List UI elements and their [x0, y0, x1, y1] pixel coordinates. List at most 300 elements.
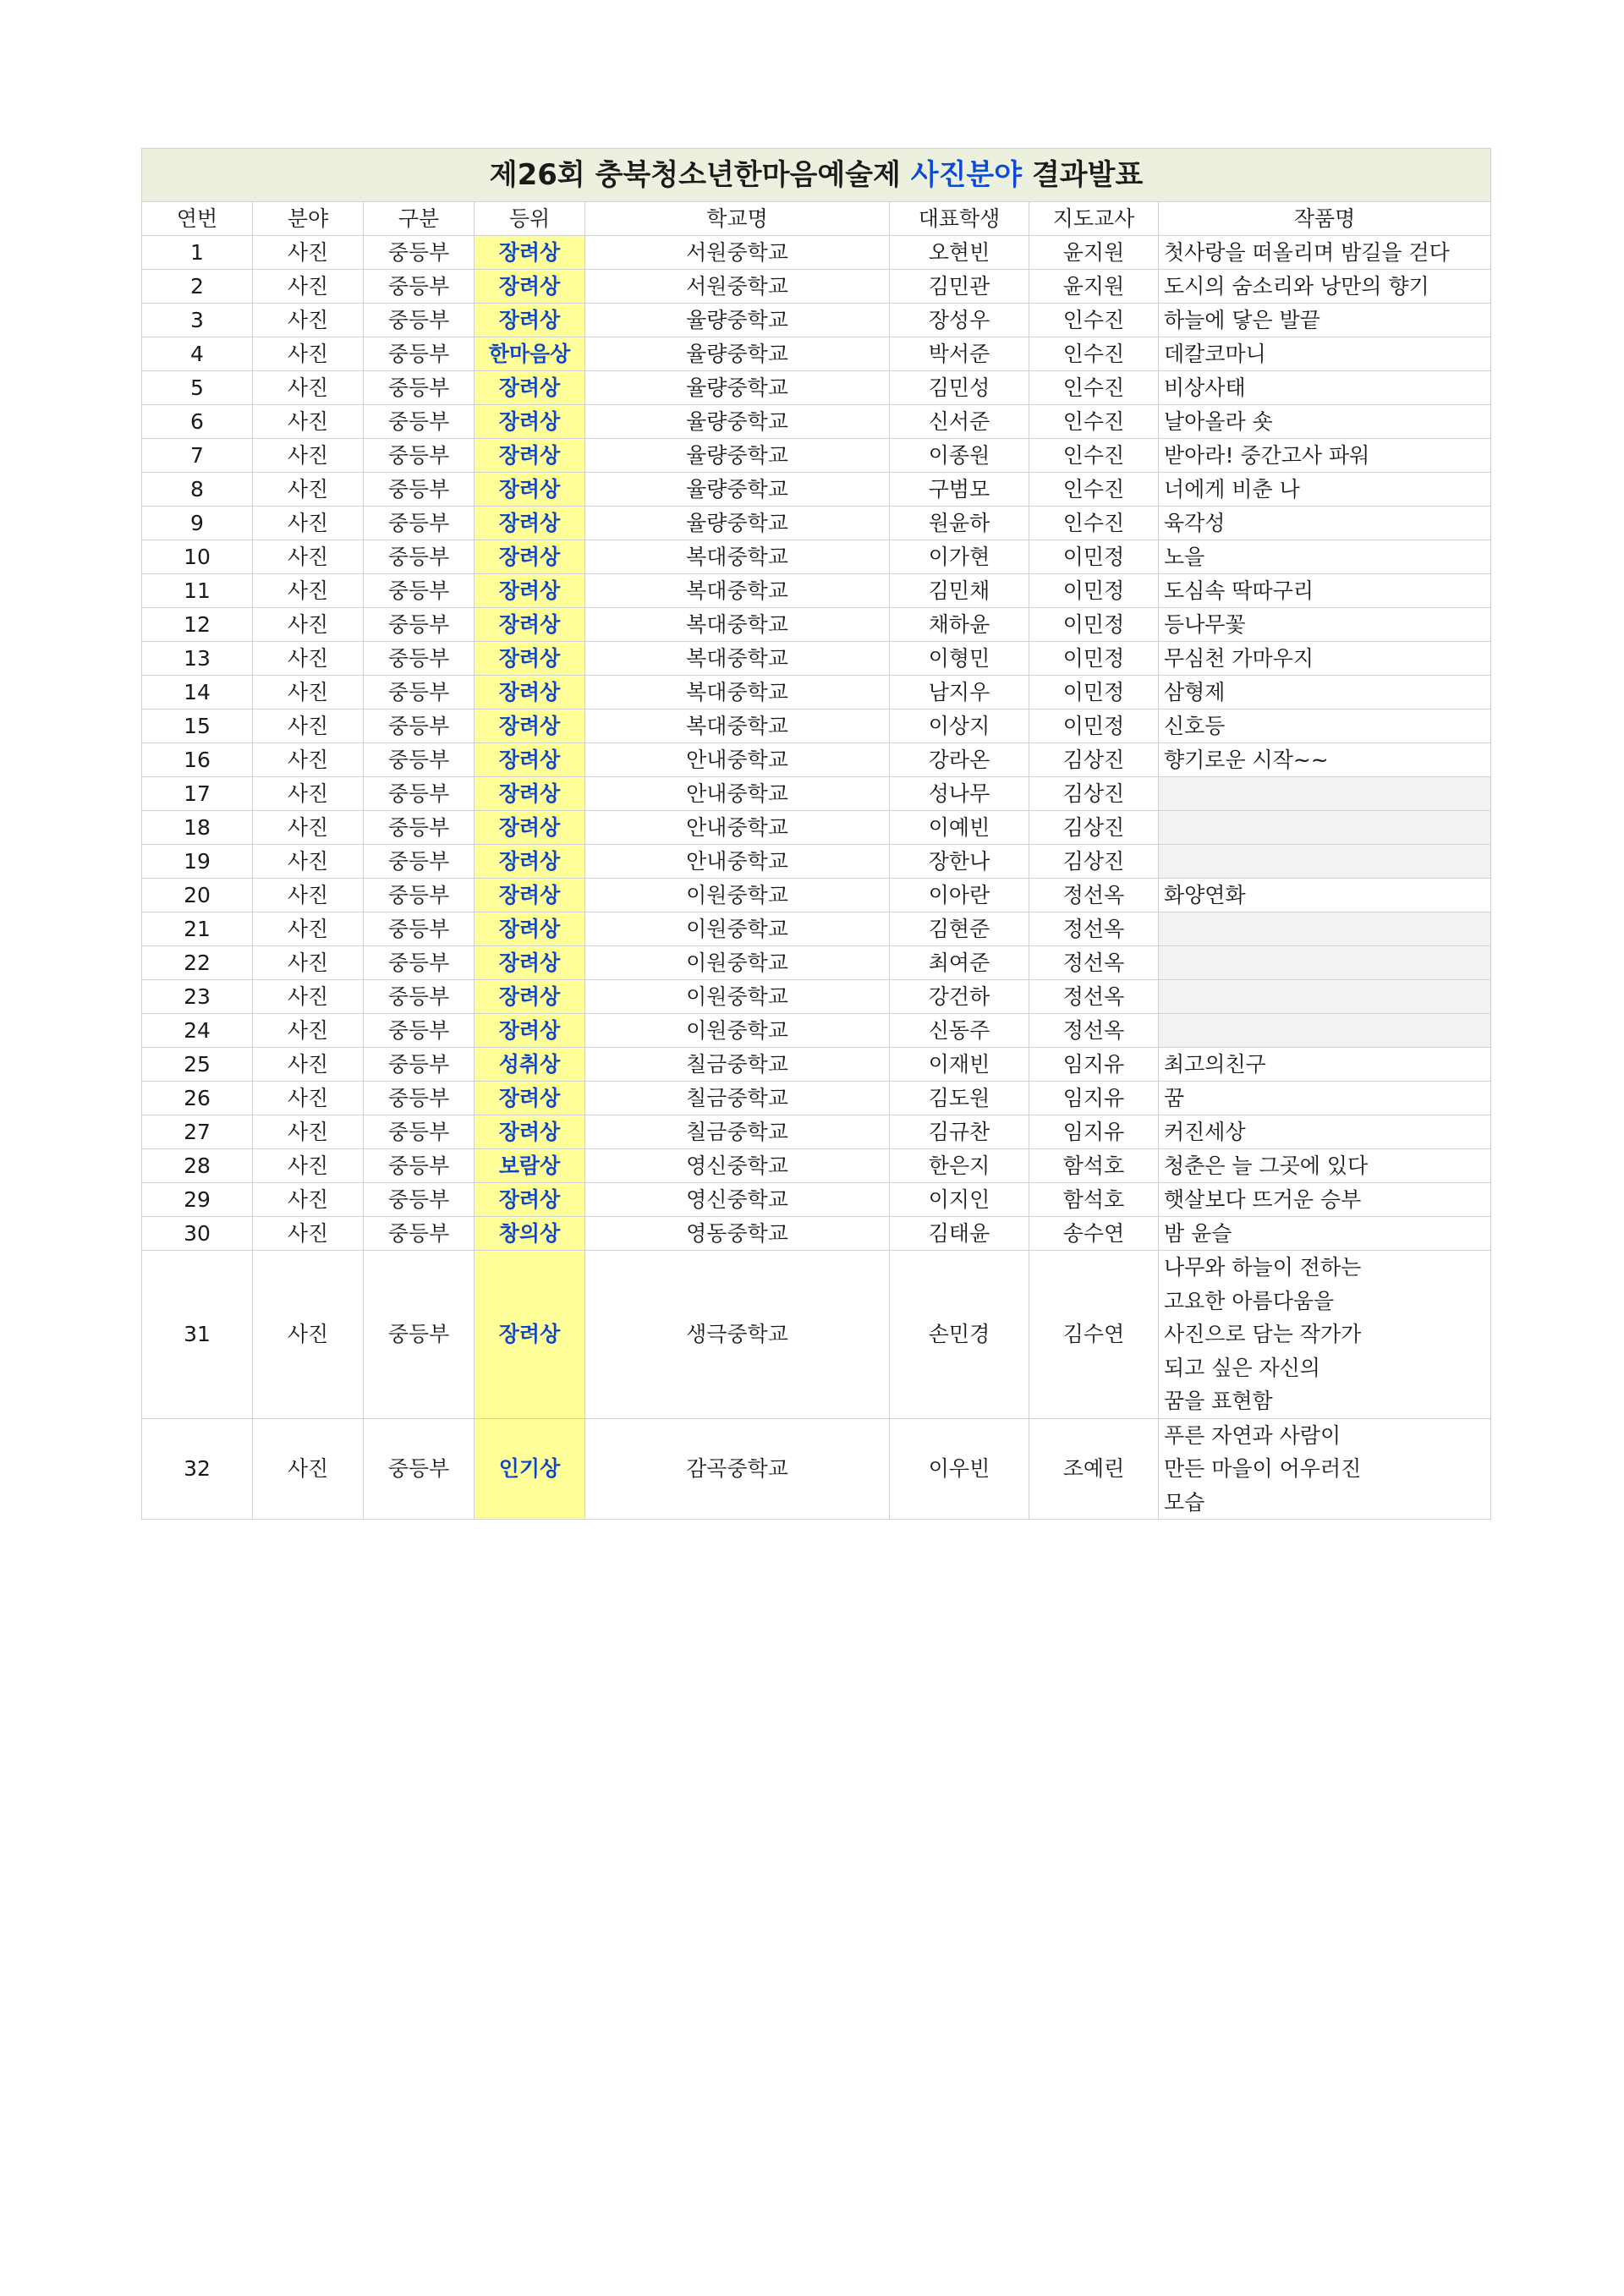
field-cell: 사진	[253, 507, 364, 540]
student-cell: 이재빈	[890, 1048, 1029, 1082]
student-cell: 이아란	[890, 879, 1029, 912]
row-number-cell: 15	[142, 710, 253, 743]
school-cell: 복대중학교	[585, 676, 890, 710]
table-row	[142, 1149, 1491, 1183]
student-cell: 강라온	[890, 743, 1029, 777]
school-cell: 복대중학교	[585, 608, 890, 642]
award-cell: 장려상	[475, 642, 585, 676]
work-title-cell	[1159, 946, 1491, 980]
award-cell: 장려상	[475, 270, 585, 304]
student-cell: 이형민	[890, 642, 1029, 676]
award-cell: 성취상	[475, 1048, 585, 1082]
work-title-cell: 신호등	[1159, 710, 1491, 743]
division-cell: 중등부	[364, 540, 475, 574]
division-cell: 중등부	[364, 1217, 475, 1251]
row-number-cell: 25	[142, 1048, 253, 1082]
division-cell: 중등부	[364, 1149, 475, 1183]
work-title-cell	[1159, 1014, 1491, 1048]
table-row	[142, 236, 1491, 270]
work-title-cell: 노을	[1159, 540, 1491, 574]
row-number-cell: 22	[142, 946, 253, 980]
work-title-cell: 최고의친구	[1159, 1048, 1491, 1082]
student-cell: 신서준	[890, 405, 1029, 439]
table-row	[142, 473, 1491, 507]
field-cell: 사진	[253, 676, 364, 710]
award-cell: 장려상	[475, 1251, 585, 1419]
header-division: 구분	[364, 202, 475, 236]
field-cell: 사진	[253, 1014, 364, 1048]
row-number-cell: 4	[142, 337, 253, 371]
division-cell: 중등부	[364, 1251, 475, 1419]
student-cell: 강건하	[890, 980, 1029, 1014]
division-cell: 중등부	[364, 1048, 475, 1082]
row-number-cell: 26	[142, 1082, 253, 1115]
school-cell: 이원중학교	[585, 912, 890, 946]
field-cell: 사진	[253, 912, 364, 946]
header-work: 작품명	[1159, 202, 1491, 236]
award-cell: 창의상	[475, 1217, 585, 1251]
teacher-cell: 인수진	[1029, 473, 1159, 507]
field-cell: 사진	[253, 845, 364, 879]
field-cell: 사진	[253, 236, 364, 270]
student-cell: 이우빈	[890, 1418, 1029, 1520]
division-cell: 중등부	[364, 946, 475, 980]
teacher-cell: 송수연	[1029, 1217, 1159, 1251]
field-cell: 사진	[253, 304, 364, 337]
field-cell: 사진	[253, 371, 364, 405]
table-row	[142, 1251, 1491, 1419]
field-cell: 사진	[253, 1251, 364, 1419]
award-cell: 한마음상	[475, 337, 585, 371]
field-cell: 사진	[253, 777, 364, 811]
row-number-cell: 8	[142, 473, 253, 507]
student-cell: 최여준	[890, 946, 1029, 980]
row-number-cell: 31	[142, 1251, 253, 1419]
title-accent: 사진분야	[910, 158, 1023, 192]
division-cell: 중등부	[364, 270, 475, 304]
field-cell: 사진	[253, 1183, 364, 1217]
row-number-cell: 30	[142, 1217, 253, 1251]
award-cell: 장려상	[475, 879, 585, 912]
student-cell: 신동주	[890, 1014, 1029, 1048]
table-row	[142, 304, 1491, 337]
table-row	[142, 371, 1491, 405]
table-row	[142, 574, 1491, 608]
table-row	[142, 879, 1491, 912]
division-cell: 중등부	[364, 337, 475, 371]
award-cell: 장려상	[475, 540, 585, 574]
division-cell: 중등부	[364, 608, 475, 642]
school-cell: 율량중학교	[585, 473, 890, 507]
award-cell: 장려상	[475, 1183, 585, 1217]
work-title-cell: 커진세상	[1159, 1115, 1491, 1149]
row-number-cell: 20	[142, 879, 253, 912]
division-cell: 중등부	[364, 236, 475, 270]
award-cell: 장려상	[475, 1082, 585, 1115]
student-cell: 채하윤	[890, 608, 1029, 642]
row-number-cell: 12	[142, 608, 253, 642]
row-number-cell: 2	[142, 270, 253, 304]
table-row	[142, 710, 1491, 743]
row-number-cell: 14	[142, 676, 253, 710]
division-cell: 중등부	[364, 811, 475, 845]
teacher-cell: 인수진	[1029, 337, 1159, 371]
teacher-cell: 이민정	[1029, 642, 1159, 676]
division-cell: 중등부	[364, 980, 475, 1014]
division-cell: 중등부	[364, 405, 475, 439]
field-cell: 사진	[253, 1217, 364, 1251]
school-cell: 복대중학교	[585, 574, 890, 608]
award-cell: 장려상	[475, 912, 585, 946]
row-number-cell: 9	[142, 507, 253, 540]
division-cell: 중등부	[364, 1014, 475, 1048]
row-number-cell: 6	[142, 405, 253, 439]
division-cell: 중등부	[364, 845, 475, 879]
teacher-cell: 정선옥	[1029, 912, 1159, 946]
division-cell: 중등부	[364, 473, 475, 507]
work-title-cell: 도심속 딱따구리	[1159, 574, 1491, 608]
teacher-cell: 이민정	[1029, 608, 1159, 642]
work-title-cell: 비상사태	[1159, 371, 1491, 405]
award-cell: 장려상	[475, 507, 585, 540]
student-cell: 이예빈	[890, 811, 1029, 845]
student-cell: 이종원	[890, 439, 1029, 473]
header-school: 학교명	[585, 202, 890, 236]
school-cell: 칠금중학교	[585, 1048, 890, 1082]
school-cell: 율량중학교	[585, 507, 890, 540]
work-title-cell: 무심천 가마우지	[1159, 642, 1491, 676]
header-row	[142, 202, 1491, 236]
title-suffix: 결과발표	[1022, 158, 1144, 192]
division-cell: 중등부	[364, 642, 475, 676]
work-title-cell: 푸른 자연과 사람이 만든 마을이 어우러진 모습	[1159, 1418, 1491, 1520]
division-cell: 중등부	[364, 1183, 475, 1217]
row-number-cell: 27	[142, 1115, 253, 1149]
row-number-cell: 21	[142, 912, 253, 946]
row-number-cell: 1	[142, 236, 253, 270]
header-teacher: 지도교사	[1029, 202, 1159, 236]
title-prefix: 제26회 충북청소년한마음예술제	[489, 158, 911, 192]
work-title-cell: 하늘에 닿은 발끝	[1159, 304, 1491, 337]
award-cell: 장려상	[475, 1014, 585, 1048]
division-cell: 중등부	[364, 743, 475, 777]
field-cell: 사진	[253, 1082, 364, 1115]
work-title-cell: 밤 윤슬	[1159, 1217, 1491, 1251]
student-cell: 오현빈	[890, 236, 1029, 270]
teacher-cell: 김수연	[1029, 1251, 1159, 1419]
school-cell: 안내중학교	[585, 845, 890, 879]
teacher-cell: 윤지원	[1029, 270, 1159, 304]
student-cell: 김도원	[890, 1082, 1029, 1115]
teacher-cell: 김상진	[1029, 777, 1159, 811]
teacher-cell: 임지유	[1029, 1082, 1159, 1115]
teacher-cell: 정선옥	[1029, 879, 1159, 912]
school-cell: 율량중학교	[585, 439, 890, 473]
field-cell: 사진	[253, 946, 364, 980]
table-row	[142, 270, 1491, 304]
award-cell: 장려상	[475, 371, 585, 405]
row-number-cell: 7	[142, 439, 253, 473]
school-cell: 서원중학교	[585, 270, 890, 304]
division-cell: 중등부	[364, 439, 475, 473]
school-cell: 복대중학교	[585, 710, 890, 743]
school-cell: 복대중학교	[585, 540, 890, 574]
student-cell: 성나무	[890, 777, 1029, 811]
school-cell: 서원중학교	[585, 236, 890, 270]
award-cell: 장려상	[475, 811, 585, 845]
work-title-cell: 너에게 비춘 나	[1159, 473, 1491, 507]
award-cell: 보람상	[475, 1149, 585, 1183]
division-cell: 중등부	[364, 879, 475, 912]
table-row	[142, 1115, 1491, 1149]
school-cell: 칠금중학교	[585, 1082, 890, 1115]
school-cell: 이원중학교	[585, 1014, 890, 1048]
school-cell: 영신중학교	[585, 1183, 890, 1217]
table-row	[142, 337, 1491, 371]
teacher-cell: 정선옥	[1029, 1014, 1159, 1048]
row-number-cell: 3	[142, 304, 253, 337]
award-cell: 장려상	[475, 236, 585, 270]
work-title-cell	[1159, 980, 1491, 1014]
division-cell: 중등부	[364, 676, 475, 710]
field-cell: 사진	[253, 337, 364, 371]
teacher-cell: 이민정	[1029, 540, 1159, 574]
work-title-cell: 도시의 숨소리와 낭만의 향기	[1159, 270, 1491, 304]
row-number-cell: 24	[142, 1014, 253, 1048]
row-number-cell: 28	[142, 1149, 253, 1183]
work-title-cell: 향기로운 시작~~	[1159, 743, 1491, 777]
teacher-cell: 김상진	[1029, 845, 1159, 879]
field-cell: 사진	[253, 743, 364, 777]
row-number-cell: 18	[142, 811, 253, 845]
table-row	[142, 439, 1491, 473]
work-title-cell: 청춘은 늘 그곳에 있다	[1159, 1149, 1491, 1183]
award-cell: 장려상	[475, 574, 585, 608]
table-row	[142, 1048, 1491, 1082]
teacher-cell: 정선옥	[1029, 980, 1159, 1014]
school-cell: 생극중학교	[585, 1251, 890, 1419]
school-cell: 감곡중학교	[585, 1418, 890, 1520]
row-number-cell: 17	[142, 777, 253, 811]
field-cell: 사진	[253, 1418, 364, 1520]
teacher-cell: 정선옥	[1029, 946, 1159, 980]
field-cell: 사진	[253, 540, 364, 574]
division-cell: 중등부	[364, 371, 475, 405]
award-cell: 장려상	[475, 676, 585, 710]
field-cell: 사진	[253, 270, 364, 304]
award-cell: 장려상	[475, 405, 585, 439]
student-cell: 원윤하	[890, 507, 1029, 540]
table-row	[142, 1183, 1491, 1217]
table-row	[142, 1082, 1491, 1115]
row-number-cell: 5	[142, 371, 253, 405]
teacher-cell: 김상진	[1029, 811, 1159, 845]
division-cell: 중등부	[364, 1082, 475, 1115]
table-row	[142, 676, 1491, 710]
division-cell: 중등부	[364, 574, 475, 608]
division-cell: 중등부	[364, 1115, 475, 1149]
table-row	[142, 980, 1491, 1014]
field-cell: 사진	[253, 405, 364, 439]
division-cell: 중등부	[364, 777, 475, 811]
table-row	[142, 912, 1491, 946]
teacher-cell: 김상진	[1029, 743, 1159, 777]
award-cell: 인기상	[475, 1418, 585, 1520]
table-row	[142, 946, 1491, 980]
student-cell: 김민관	[890, 270, 1029, 304]
award-cell: 장려상	[475, 845, 585, 879]
work-title-cell	[1159, 811, 1491, 845]
header-student: 대표학생	[890, 202, 1029, 236]
row-number-cell: 29	[142, 1183, 253, 1217]
division-cell: 중등부	[364, 912, 475, 946]
award-cell: 장려상	[475, 777, 585, 811]
school-cell: 율량중학교	[585, 304, 890, 337]
row-number-cell: 10	[142, 540, 253, 574]
row-number-cell: 32	[142, 1418, 253, 1520]
school-cell: 복대중학교	[585, 642, 890, 676]
field-cell: 사진	[253, 879, 364, 912]
teacher-cell: 함석호	[1029, 1183, 1159, 1217]
table-row	[142, 777, 1491, 811]
teacher-cell: 이민정	[1029, 710, 1159, 743]
award-cell: 장려상	[475, 304, 585, 337]
work-title-cell: 등나무꽃	[1159, 608, 1491, 642]
table-row	[142, 405, 1491, 439]
award-cell: 장려상	[475, 980, 585, 1014]
student-cell: 장한나	[890, 845, 1029, 879]
school-cell: 율량중학교	[585, 337, 890, 371]
school-cell: 율량중학교	[585, 405, 890, 439]
row-number-cell: 16	[142, 743, 253, 777]
header-award: 등위	[475, 202, 585, 236]
teacher-cell: 인수진	[1029, 405, 1159, 439]
teacher-cell: 함석호	[1029, 1149, 1159, 1183]
work-title-cell	[1159, 777, 1491, 811]
work-title-cell: 꿈	[1159, 1082, 1491, 1115]
field-cell: 사진	[253, 811, 364, 845]
table-row	[142, 540, 1491, 574]
work-title-cell	[1159, 912, 1491, 946]
table-row	[142, 811, 1491, 845]
award-cell: 장려상	[475, 473, 585, 507]
student-cell: 김규찬	[890, 1115, 1029, 1149]
row-number-cell: 11	[142, 574, 253, 608]
school-cell: 영동중학교	[585, 1217, 890, 1251]
field-cell: 사진	[253, 1048, 364, 1082]
student-cell: 이상지	[890, 710, 1029, 743]
award-cell: 장려상	[475, 946, 585, 980]
student-cell: 김현준	[890, 912, 1029, 946]
school-cell: 이원중학교	[585, 879, 890, 912]
student-cell: 김태윤	[890, 1217, 1029, 1251]
field-cell: 사진	[253, 1149, 364, 1183]
table-row	[142, 608, 1491, 642]
work-title-cell: 날아올라 숏	[1159, 405, 1491, 439]
field-cell: 사진	[253, 473, 364, 507]
field-cell: 사진	[253, 710, 364, 743]
table-row	[142, 1217, 1491, 1251]
work-title-cell: 받아라! 중간고사 파워	[1159, 439, 1491, 473]
sheet-title	[142, 149, 1491, 202]
table-body	[142, 236, 1491, 1520]
school-cell: 칠금중학교	[585, 1115, 890, 1149]
teacher-cell: 인수진	[1029, 371, 1159, 405]
field-cell: 사진	[253, 439, 364, 473]
student-cell: 김민성	[890, 371, 1029, 405]
work-title-cell: 데칼코마니	[1159, 337, 1491, 371]
table-row	[142, 1014, 1491, 1048]
row-number-cell: 19	[142, 845, 253, 879]
school-cell: 안내중학교	[585, 811, 890, 845]
field-cell: 사진	[253, 608, 364, 642]
student-cell: 이가현	[890, 540, 1029, 574]
school-cell: 이원중학교	[585, 980, 890, 1014]
work-title-cell: 육각성	[1159, 507, 1491, 540]
teacher-cell: 임지유	[1029, 1115, 1159, 1149]
award-cell: 장려상	[475, 608, 585, 642]
school-cell: 안내중학교	[585, 743, 890, 777]
teacher-cell: 임지유	[1029, 1048, 1159, 1082]
division-cell: 중등부	[364, 507, 475, 540]
student-cell: 김민채	[890, 574, 1029, 608]
work-title-cell: 화양연화	[1159, 879, 1491, 912]
award-cell: 장려상	[475, 439, 585, 473]
work-title-cell: 햇살보다 뜨거운 승부	[1159, 1183, 1491, 1217]
work-title-cell: 삼형제	[1159, 676, 1491, 710]
results-table	[141, 148, 1491, 1520]
table-row	[142, 1418, 1491, 1520]
student-cell: 한은지	[890, 1149, 1029, 1183]
student-cell: 이지인	[890, 1183, 1029, 1217]
teacher-cell: 인수진	[1029, 304, 1159, 337]
work-title-cell	[1159, 845, 1491, 879]
field-cell: 사진	[253, 574, 364, 608]
school-cell: 안내중학교	[585, 777, 890, 811]
school-cell: 영신중학교	[585, 1149, 890, 1183]
header-no: 연번	[142, 202, 253, 236]
school-cell: 이원중학교	[585, 946, 890, 980]
table-row	[142, 845, 1491, 879]
header-field: 분야	[253, 202, 364, 236]
teacher-cell: 윤지원	[1029, 236, 1159, 270]
row-number-cell: 13	[142, 642, 253, 676]
school-cell: 율량중학교	[585, 371, 890, 405]
field-cell: 사진	[253, 642, 364, 676]
work-title-cell: 나무와 하늘이 전하는 고요한 아름다움을 사진으로 담는 작가가 되고 싶은 자신의 꿈을 표현함	[1159, 1251, 1491, 1419]
division-cell: 중등부	[364, 1418, 475, 1520]
student-cell: 박서준	[890, 337, 1029, 371]
teacher-cell: 조예린	[1029, 1418, 1159, 1520]
work-title-cell: 첫사랑을 떠올리며 밤길을 걷다	[1159, 236, 1491, 270]
table-row	[142, 743, 1491, 777]
table-row	[142, 507, 1491, 540]
table-row	[142, 642, 1491, 676]
award-cell: 장려상	[475, 1115, 585, 1149]
teacher-cell: 이민정	[1029, 574, 1159, 608]
row-number-cell: 23	[142, 980, 253, 1014]
award-cell: 장려상	[475, 710, 585, 743]
teacher-cell: 이민정	[1029, 676, 1159, 710]
student-cell: 남지우	[890, 676, 1029, 710]
teacher-cell: 인수진	[1029, 439, 1159, 473]
teacher-cell: 인수진	[1029, 507, 1159, 540]
division-cell: 중등부	[364, 710, 475, 743]
award-cell: 장려상	[475, 743, 585, 777]
field-cell: 사진	[253, 980, 364, 1014]
student-cell: 장성우	[890, 304, 1029, 337]
student-cell: 손민경	[890, 1251, 1029, 1419]
